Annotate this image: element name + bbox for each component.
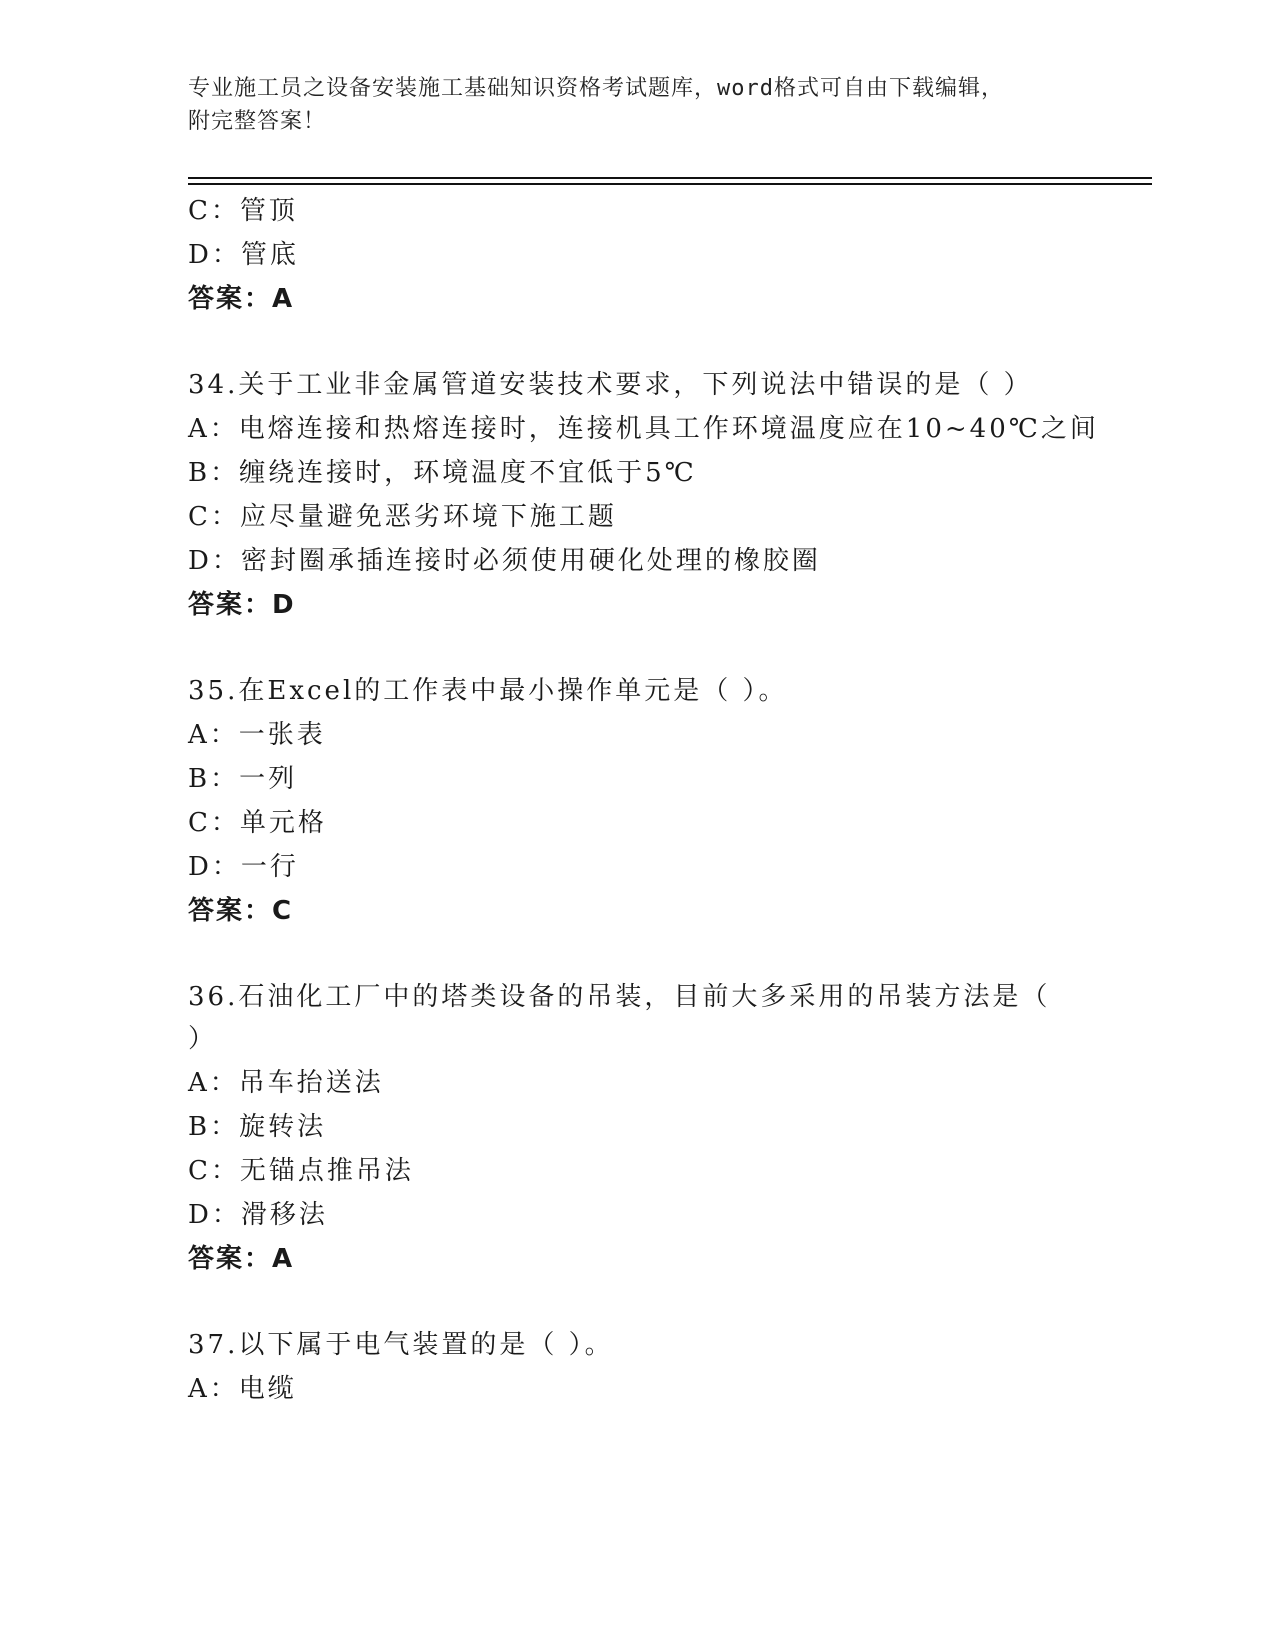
prev-option-c: C：管顶 [188, 196, 298, 226]
question-36-stem-continued: ） [188, 1024, 218, 1054]
question-35-answer: 答案：C [188, 896, 294, 926]
header-line-2: 附完整答案！ [188, 109, 327, 134]
question-36-stem: 36.石油化工厂中的塔类设备的吊装，目前大多采用的吊装方法是（ [188, 982, 1051, 1012]
question-36-option-c: C：无锚点推吊法 [188, 1156, 414, 1186]
question-34-answer: 答案：D [188, 590, 296, 620]
document-header [188, 72, 1088, 138]
question-35-stem: 35.在Excel的工作表中最小操作单元是（ ）。 [188, 676, 788, 706]
question-34-stem: 34.关于工业非金属管道安装技术要求，下列说法中错误的是（ ） [188, 370, 1033, 400]
question-35-option-c: C：单元格 [188, 808, 327, 838]
question-36-option-a: A：吊车抬送法 [188, 1068, 384, 1098]
prev-answer: 答案：A [188, 284, 295, 314]
question-35-option-a: A：一张表 [188, 720, 326, 750]
question-35-option-d: D：一行 [188, 852, 299, 882]
question-36-answer: 答案：A [188, 1244, 295, 1274]
question-36-option-d: D：滑移法 [188, 1200, 328, 1230]
question-34-option-c: C：应尽量避免恶劣环境下施工题 [188, 502, 617, 532]
question-34-option-d: D：密封圈承插连接时必须使用硬化处理的橡胶圈 [188, 546, 821, 576]
question-37-option-a: A：电缆 [188, 1374, 297, 1404]
question-36-option-b: B：旋转法 [188, 1112, 327, 1142]
question-35-option-b: B：一列 [188, 764, 298, 794]
header-divider-bottom [188, 183, 1152, 185]
question-37-stem: 37.以下属于电气装置的是（ ）。 [188, 1330, 614, 1360]
header-divider-top [188, 177, 1152, 179]
question-34-option-a: A：电熔连接和热熔连接时，连接机具工作环境温度应在10~40℃之间 [188, 414, 1099, 444]
header-line-1: 专业施工员之设备安装施工基础知识资格考试题库，word格式可自由下载编辑， [188, 76, 1004, 101]
prev-option-d: D：管底 [188, 240, 299, 270]
question-34-option-b: B：缠绕连接时，环境温度不宜低于5℃ [188, 458, 697, 488]
